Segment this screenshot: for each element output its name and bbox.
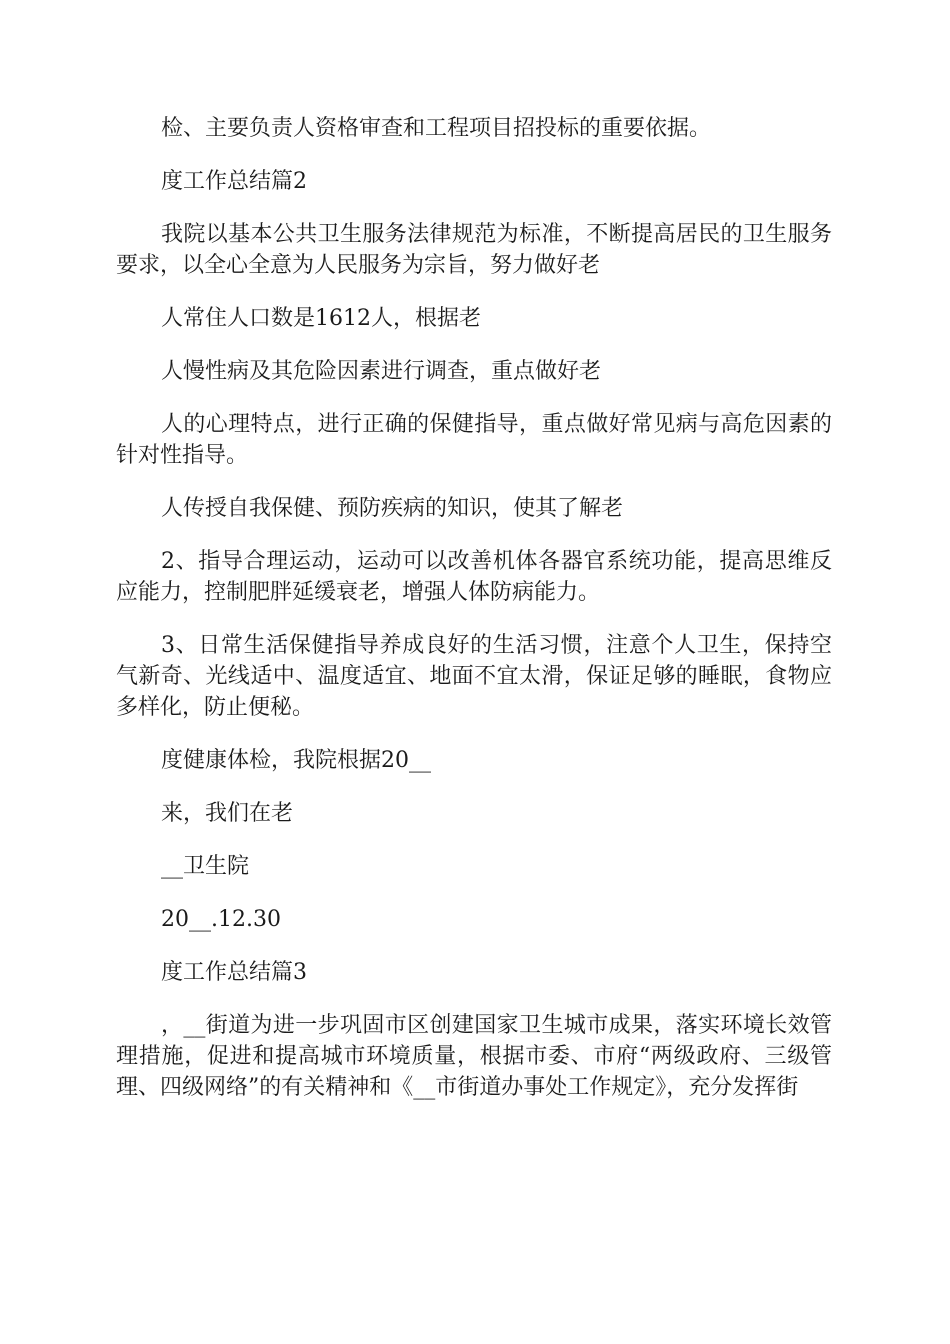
paragraph: 3、日常生活保健指导养成良好的生活习惯，注意个人卫生，保持空气新奇、光线适中、温度适宜、地面不宜太滑，保证足够的睡眠，食物应多样化，防止便秘。 [116,633,832,720]
signature-date: 20__.12.30 [161,907,281,932]
signature-organization: __卫生院 [161,854,250,879]
paragraph: 检、主要负责人资格审查和工程项目招投标的重要依据。 [161,116,712,141]
paragraph: 人慢性病及其危险因素进行调查，重点做好老 [161,359,602,384]
paragraph: 我院以基本公共卫生服务法律规范为标准，不断提高居民的卫生服务要求，以全心全意为人民服务为宗旨，努力做好老 [116,222,832,278]
paragraph: 人传授自我保健、预防疾病的知识，使其了解老 [161,496,624,521]
paragraph: 人常住人口数是1612人，根据老 [161,306,481,331]
section-heading: 度工作总结篇2 [161,169,307,194]
section-heading: 度工作总结篇3 [161,960,307,985]
document-body [116,113,832,1125]
paragraph: 2、指导合理运动，运动可以改善机体各器官系统功能，提高思维反应能力，控制肥胖延缓衰老，增强人体防病能力。 [116,549,832,605]
paragraph: 度健康体检，我院根据20__ [161,748,431,773]
paragraph: 来，我们在老 [161,801,294,826]
paragraph: 人的心理特点，进行正确的保健指导，重点做好常见病与高危因素的针对性指导。 [116,412,832,468]
paragraph: ，__街道为进一步巩固市区创建国家卫生城市成果，落实环境长效管理措施，促进和提高城市环境质量，根据市委、市府“两级政府、三级管理、四级网络”的有关精神和《__市街道办事处工作规定》，充分发挥街 [116,1013,832,1100]
